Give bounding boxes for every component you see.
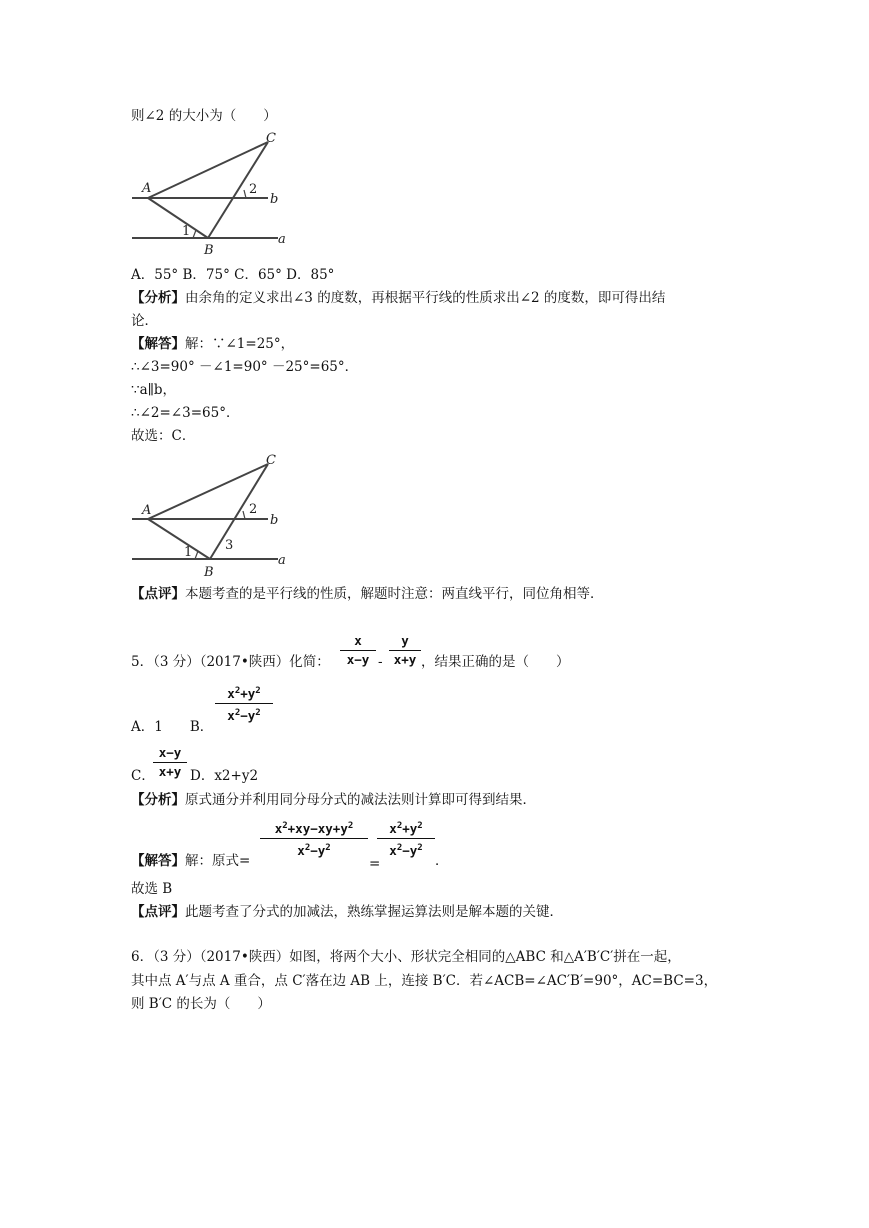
q5-comment: [131, 903, 563, 921]
label-C: C: [266, 453, 276, 468]
analysis-text: 原式通分并利用同分母分式的减法法则计算即可得到结果．: [185, 792, 536, 808]
q5-option-c-label: C．: [131, 768, 155, 784]
label-2: 2: [249, 502, 258, 517]
label-a: a: [278, 553, 286, 568]
analysis-tag: 【分析】: [131, 290, 185, 306]
q6-line1: 6．（3 分）（2017•陕西）如图，将两个大小、形状完全相同的△ABC 和△A′B′C′拼在一起，: [131, 949, 681, 965]
label-b: b: [270, 192, 279, 207]
label-A: A: [142, 503, 152, 518]
solution-tag: 【解答】: [131, 853, 185, 869]
q5-option-b-fraction: $x^2+y^2$ $x^2-y^2$: [215, 683, 273, 724]
q4-comment: [131, 585, 604, 603]
q4-solution-line5: 故选：C．: [131, 428, 196, 444]
label-1: 1: [184, 545, 193, 560]
q6-line2: 其中点 A′与点 A 重合，点 C′落在边 AB 上，连接 B′C．若∠ACB=∠AC′B′=90°，AC=BC=3，: [131, 973, 718, 989]
segment-AB: [148, 198, 208, 238]
q5-option-a: A．1 B．: [131, 719, 214, 735]
q4-solution-figure: [128, 452, 298, 586]
label-a: a: [278, 232, 286, 247]
q5-solution-fraction-1: $x^2+xy-xy+y^2$ $x^2-y^2$: [260, 818, 368, 859]
comment-tag: 【点评】: [131, 586, 185, 602]
q5-solution-end: ．: [435, 853, 449, 869]
q5-option-c-fraction: x−y x+y: [153, 745, 187, 780]
q4-stem-tail: 则∠2 的大小为（ ）: [131, 108, 277, 124]
label-1: 1: [182, 224, 191, 239]
comment-text: 本题考查的是平行线的性质，解题时注意：两直线平行，同位角相等．: [185, 586, 604, 602]
label-2: 2: [249, 182, 258, 197]
solution-text: 解：原式=: [185, 853, 251, 869]
q4-options: A．55° B．75° C．65° D．85°: [131, 267, 335, 283]
frac2-numerator: y: [401, 633, 409, 648]
frac1-denominator: x−y: [346, 652, 370, 667]
q5-fraction-2: [389, 633, 421, 668]
angle-2-mark: [244, 190, 246, 198]
comment-tag: 【点评】: [131, 904, 185, 920]
label-C: C: [266, 131, 276, 146]
analysis-tag: 【分析】: [131, 792, 185, 808]
q5-analysis: [131, 791, 536, 809]
frac2-denominator: x+y: [393, 652, 417, 667]
solution-tag: 【解答】: [131, 336, 185, 352]
q5-option-d: D．x2+y2: [190, 768, 259, 784]
label-B: B: [204, 565, 214, 580]
q4-figure: [128, 130, 298, 264]
solution-text: 解：∵∠1=25°，: [185, 336, 295, 352]
label-B: B: [204, 243, 214, 258]
frac1-numerator: x: [354, 633, 362, 648]
q5-solution-fraction-2: $x^2+y^2$ $x^2-y^2$: [377, 818, 435, 859]
q4-solution-line2: ∴∠3=90° －∠1=90° －25°=65°．: [131, 359, 359, 375]
q4-solution-line1: [131, 335, 294, 353]
q5-solution-equals: =: [369, 856, 381, 872]
label-A: A: [142, 181, 152, 196]
q4-solution-line4: ∴∠2=∠3=65°．: [131, 405, 240, 421]
q5-fraction-1: [340, 633, 376, 668]
q5-result: 故选 B: [131, 881, 173, 897]
angle-1-mark: [193, 230, 196, 238]
q5-minus: -: [378, 654, 383, 670]
q5-solution: [131, 852, 250, 870]
label-b: b: [270, 513, 279, 528]
q5-prefix: 5．（3 分）（2017•陕西）化简：: [131, 654, 330, 670]
q4-solution-line3: ∵a∥b，: [131, 382, 177, 398]
q6-line3: 则 B′C 的长为（ ）: [131, 996, 271, 1012]
label-3: 3: [225, 538, 234, 553]
q5-suffix: ，结果正确的是（ ）: [421, 654, 570, 670]
q4-analysis-line1: [131, 289, 665, 307]
comment-text: 此题考查了分式的加减法，熟练掌握运算法则是解本题的关键．: [185, 904, 563, 920]
q4-analysis-line2: 论．: [131, 313, 158, 329]
analysis-text: 由余角的定义求出∠3 的度数，再根据平行线的性质求出∠2 的度数，即可得出结: [185, 290, 666, 306]
